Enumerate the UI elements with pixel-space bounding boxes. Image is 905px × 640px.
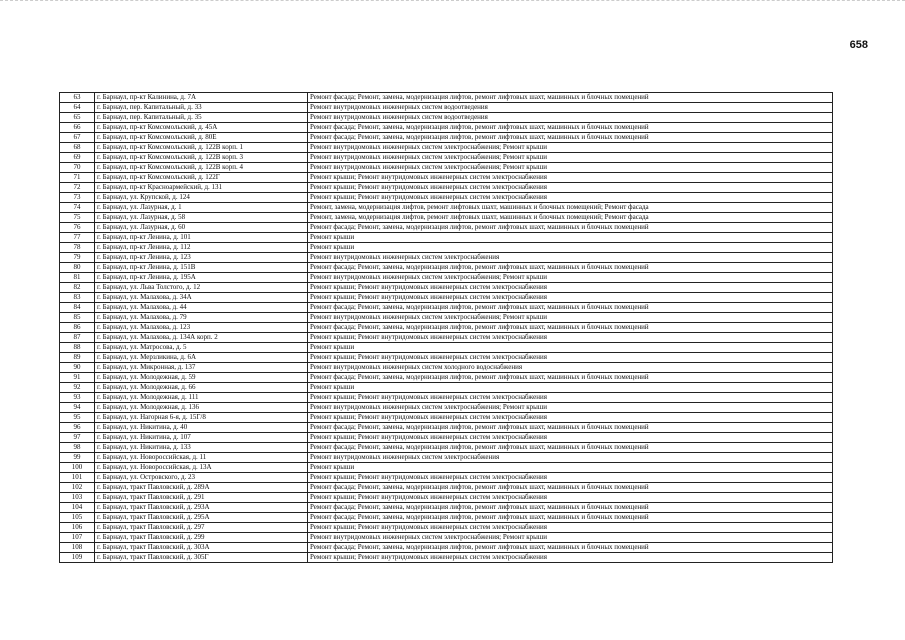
address-cell: г. Барнаул, ул. Малахова, д. 123 [95, 323, 308, 333]
repair-registry-table [59, 92, 833, 563]
address-cell: г. Барнаул, ул. Молодежная, д. 59 [95, 373, 308, 383]
table-row [60, 223, 833, 233]
row-number-cell: 101 [60, 473, 95, 483]
works-cell: Ремонт крыши; Ремонт внутридомовых инженерных систем электроснабжения [308, 473, 833, 483]
works-cell: Ремонт внутридомовых инженерных систем электроснабжения; Ремонт крыши [308, 533, 833, 543]
row-number-cell: 88 [60, 343, 95, 353]
row-number-cell: 82 [60, 283, 95, 293]
table-row [60, 393, 833, 403]
address-cell: г. Барнаул, пр-кт Ленина, д. 195А [95, 273, 308, 283]
row-number-cell: 81 [60, 273, 95, 283]
address-cell: г. Барнаул, ул. Микронная, д. 137 [95, 363, 308, 373]
row-number-cell: 86 [60, 323, 95, 333]
address-cell: г. Барнаул, ул. Малахова, д. 79 [95, 313, 308, 323]
works-cell: Ремонт внутридомовых инженерных систем электроснабжения; Ремонт крыши [308, 313, 833, 323]
row-number-cell: 94 [60, 403, 95, 413]
address-cell: г. Барнаул, ул. Новороссийская, д. 11 [95, 453, 308, 463]
works-cell: Ремонт внутридомовых инженерных систем электроснабжения; Ремонт крыши [308, 163, 833, 173]
address-cell: г. Барнаул, ул. Лазурная, д. 1 [95, 203, 308, 213]
works-cell: Ремонт фасада; Ремонт, замена, модернизация лифтов, ремонт лифтовых шахт, машинных и блочных помещений [308, 323, 833, 333]
works-cell: Ремонт крыши; Ремонт внутридомовых инженерных систем электроснабжения [308, 333, 833, 343]
row-number-cell: 75 [60, 213, 95, 223]
works-cell: Ремонт крыши; Ремонт внутридомовых инженерных систем электроснабжения [308, 283, 833, 293]
row-number-cell: 64 [60, 103, 95, 113]
row-number-cell: 98 [60, 443, 95, 453]
row-number-cell: 70 [60, 163, 95, 173]
row-number-cell: 67 [60, 133, 95, 143]
works-cell: Ремонт крыши; Ремонт внутридомовых инженерных систем электроснабжения [308, 493, 833, 503]
table-row [60, 293, 833, 303]
table-row [60, 193, 833, 203]
table-row [60, 183, 833, 193]
row-number-cell: 95 [60, 413, 95, 423]
address-cell: г. Барнаул, ул. Лазурная, д. 58 [95, 213, 308, 223]
works-cell: Ремонт крыши [308, 243, 833, 253]
address-cell: г. Барнаул, тракт Павловский, д. 297 [95, 523, 308, 533]
row-number-cell: 108 [60, 543, 95, 553]
address-cell: г. Барнаул, тракт Павловский, д. 293А [95, 503, 308, 513]
table-row [60, 133, 833, 143]
works-cell: Ремонт внутридомовых инженерных систем электроснабжения; Ремонт крыши [308, 403, 833, 413]
table-row [60, 503, 833, 513]
table-row [60, 153, 833, 163]
works-cell: Ремонт фасада; Ремонт, замена, модернизация лифтов, ремонт лифтовых шахт, машинных и блочных помещений [308, 93, 833, 103]
row-number-cell: 99 [60, 453, 95, 463]
works-cell: Ремонт, замена, модернизация лифтов, ремонт лифтовых шахт, машинных и блочных помещений; Ремонт фасада [308, 213, 833, 223]
address-cell: г. Барнаул, пер. Капитальный, д. 33 [95, 103, 308, 113]
works-cell: Ремонт крыши; Ремонт внутридомовых инженерных систем электроснабжения [308, 433, 833, 443]
row-number-cell: 102 [60, 483, 95, 493]
works-cell: Ремонт фасада; Ремонт, замена, модернизация лифтов, ремонт лифтовых шахт, машинных и блочных помещений [308, 423, 833, 433]
row-number-cell: 77 [60, 233, 95, 243]
row-number-cell: 65 [60, 113, 95, 123]
row-number-cell: 63 [60, 93, 95, 103]
row-number-cell: 74 [60, 203, 95, 213]
works-cell: Ремонт внутридомовых инженерных систем водоотведения [308, 103, 833, 113]
works-cell: Ремонт крыши; Ремонт внутридомовых инженерных систем электроснабжения [308, 553, 833, 563]
address-cell: г. Барнаул, ул. Крупской, д. 124 [95, 193, 308, 203]
table-row [60, 443, 833, 453]
works-cell: Ремонт крыши; Ремонт внутридомовых инженерных систем электроснабжения [308, 173, 833, 183]
address-cell: г. Барнаул, ул. Молодежная, д. 136 [95, 403, 308, 413]
address-cell: г. Барнаул, пр-кт Комсомольский, д. 122В корп. 4 [95, 163, 308, 173]
table-row [60, 423, 833, 433]
row-number-cell: 72 [60, 183, 95, 193]
table-row [60, 103, 833, 113]
works-cell: Ремонт фасада; Ремонт, замена, модернизация лифтов, ремонт лифтовых шахт, машинных и блочных помещений [308, 483, 833, 493]
address-cell: г. Барнаул, ул. Льва Толстого, д. 12 [95, 283, 308, 293]
table-row [60, 143, 833, 153]
table-row [60, 553, 833, 563]
table-row [60, 323, 833, 333]
row-number-cell: 89 [60, 353, 95, 363]
table-row [60, 493, 833, 503]
row-number-cell: 69 [60, 153, 95, 163]
table-row [60, 253, 833, 263]
row-number-cell: 90 [60, 363, 95, 373]
row-number-cell: 105 [60, 513, 95, 523]
table-row [60, 233, 833, 243]
row-number-cell: 109 [60, 553, 95, 563]
address-cell: г. Барнаул, ул. Новороссийская, д. 13А [95, 463, 308, 473]
address-cell: г. Барнаул, ул. Мерзликина, д. 6А [95, 353, 308, 363]
address-cell: г. Барнаул, тракт Павловский, д. 291 [95, 493, 308, 503]
table-row [60, 403, 833, 413]
page-number: 658 [849, 39, 868, 51]
works-cell: Ремонт фасада; Ремонт, замена, модернизация лифтов, ремонт лифтовых шахт, машинных и блочных помещений [308, 503, 833, 513]
row-number-cell: 79 [60, 253, 95, 263]
address-cell: г. Барнаул, ул. Островского, д. 23 [95, 473, 308, 483]
works-cell: Ремонт фасада; Ремонт, замена, модернизация лифтов, ремонт лифтовых шахт, машинных и блочных помещений [308, 223, 833, 233]
row-number-cell: 68 [60, 143, 95, 153]
address-cell: г. Барнаул, пр-кт Комсомольский, д. 45А [95, 123, 308, 133]
row-number-cell: 66 [60, 123, 95, 133]
table-row [60, 343, 833, 353]
row-number-cell: 106 [60, 523, 95, 533]
table-row [60, 363, 833, 373]
table-row [60, 463, 833, 473]
table-row [60, 93, 833, 103]
address-cell: г. Барнаул, ул. Малахова, д. 44 [95, 303, 308, 313]
row-number-cell: 93 [60, 393, 95, 403]
address-cell: г. Барнаул, пр-кт Комсомольский, д. 122Г [95, 173, 308, 183]
row-number-cell: 97 [60, 433, 95, 443]
table-row [60, 433, 833, 443]
works-cell: Ремонт фасада; Ремонт, замена, модернизация лифтов, ремонт лифтовых шахт, машинных и блочных помещений [308, 443, 833, 453]
row-number-cell: 92 [60, 383, 95, 393]
works-cell: Ремонт фасада; Ремонт, замена, модернизация лифтов, ремонт лифтовых шахт, машинных и блочных помещений [308, 123, 833, 133]
table-row [60, 283, 833, 293]
table-row [60, 523, 833, 533]
address-cell: г. Барнаул, пр-кт Ленина, д. 112 [95, 243, 308, 253]
address-cell: г. Барнаул, тракт Павловский, д. 303А [95, 543, 308, 553]
address-cell: г. Барнаул, ул. Лазурная, д. 60 [95, 223, 308, 233]
table-row [60, 543, 833, 553]
works-cell: Ремонт крыши [308, 233, 833, 243]
address-cell: г. Барнаул, пр-кт Ленина, д. 101 [95, 233, 308, 243]
address-cell: г. Барнаул, ул. Малахова, д. 134А корп. 2 [95, 333, 308, 343]
works-cell: Ремонт крыши; Ремонт внутридомовых инженерных систем электроснабжения [308, 193, 833, 203]
row-number-cell: 104 [60, 503, 95, 513]
row-number-cell: 83 [60, 293, 95, 303]
address-cell: г. Барнаул, ул. Матросова, д. 5 [95, 343, 308, 353]
row-number-cell: 100 [60, 463, 95, 473]
row-number-cell: 107 [60, 533, 95, 543]
address-cell: г. Барнаул, ул. Малахова, д. 34А [95, 293, 308, 303]
works-cell: Ремонт крыши [308, 463, 833, 473]
row-number-cell: 76 [60, 223, 95, 233]
works-cell: Ремонт фасада; Ремонт, замена, модернизация лифтов, ремонт лифтовых шахт, машинных и блочных помещений [308, 543, 833, 553]
works-cell: Ремонт фасада; Ремонт, замена, модернизация лифтов, ремонт лифтовых шахт, машинных и блочных помещений [308, 133, 833, 143]
table-row [60, 333, 833, 343]
works-cell: Ремонт крыши; Ремонт внутридомовых инженерных систем электроснабжения [308, 293, 833, 303]
address-cell: г. Барнаул, тракт Павловский, д. 305Г [95, 553, 308, 563]
address-cell: г. Барнаул, пр-кт Ленина, д. 151В [95, 263, 308, 273]
works-cell: Ремонт крыши; Ремонт внутридомовых инженерных систем электроснабжения [308, 353, 833, 363]
works-cell: Ремонт внутридомовых инженерных систем электроснабжения; Ремонт крыши [308, 153, 833, 163]
table-row [60, 413, 833, 423]
works-cell: Ремонт внутридомовых инженерных систем электроснабжения; Ремонт крыши [308, 143, 833, 153]
address-cell: г. Барнаул, пер. Капитальный, д. 35 [95, 113, 308, 123]
address-cell: г. Барнаул, пр-кт Калинина, д. 7А [95, 93, 308, 103]
table-row [60, 163, 833, 173]
row-number-cell: 91 [60, 373, 95, 383]
address-cell: г. Барнаул, тракт Павловский, д. 299 [95, 533, 308, 543]
works-cell: Ремонт внутридомовых инженерных систем электроснабжения [308, 253, 833, 263]
scan-top-edge [0, 0, 905, 4]
row-number-cell: 87 [60, 333, 95, 343]
table-row [60, 513, 833, 523]
works-cell: Ремонт внутридомовых инженерных систем водоотведения [308, 113, 833, 123]
address-cell: г. Барнаул, пр-кт Красноармейский, д. 131 [95, 183, 308, 193]
works-cell: Ремонт фасада; Ремонт, замена, модернизация лифтов, ремонт лифтовых шахт, машинных и блочных помещений [308, 513, 833, 523]
works-cell: Ремонт внутридомовых инженерных систем электроснабжения; Ремонт крыши [308, 273, 833, 283]
table-row [60, 243, 833, 253]
works-cell: Ремонт крыши [308, 343, 833, 353]
works-cell: Ремонт крыши; Ремонт внутридомовых инженерных систем электроснабжения [308, 523, 833, 533]
works-cell: Ремонт внутридомовых инженерных систем холодного водоснабжения [308, 363, 833, 373]
table-row [60, 213, 833, 223]
address-cell: г. Барнаул, пр-кт Комсомольский, д. 80Е [95, 133, 308, 143]
address-cell: г. Барнаул, пр-кт Комсомольский, д. 122В корп. 1 [95, 143, 308, 153]
table-row [60, 383, 833, 393]
address-cell: г. Барнаул, тракт Павловский, д. 289А [95, 483, 308, 493]
table-row [60, 263, 833, 273]
works-cell: Ремонт крыши; Ремонт внутридомовых инженерных систем электроснабжения [308, 393, 833, 403]
table-row [60, 533, 833, 543]
address-cell: г. Барнаул, пр-кт Комсомольский, д. 122В корп. 3 [95, 153, 308, 163]
works-cell: Ремонт фасада; Ремонт, замена, модернизация лифтов, ремонт лифтовых шахт, машинных и блочных помещений [308, 373, 833, 383]
table-row [60, 173, 833, 183]
address-cell: г. Барнаул, пр-кт Ленина, д. 123 [95, 253, 308, 263]
table-row [60, 203, 833, 213]
table-row [60, 473, 833, 483]
row-number-cell: 78 [60, 243, 95, 253]
address-cell: г. Барнаул, ул. Молодежная, д. 66 [95, 383, 308, 393]
works-cell: Ремонт, замена, модернизация лифтов, ремонт лифтовых шахт, машинных и блочных помещений; Ремонт фасада [308, 203, 833, 213]
row-number-cell: 80 [60, 263, 95, 273]
row-number-cell: 73 [60, 193, 95, 203]
table-row [60, 353, 833, 363]
address-cell: г. Барнаул, ул. Молодежная, д. 111 [95, 393, 308, 403]
row-number-cell: 85 [60, 313, 95, 323]
row-number-cell: 96 [60, 423, 95, 433]
address-cell: г. Барнаул, ул. Никитина, д. 40 [95, 423, 308, 433]
works-cell: Ремонт крыши; Ремонт внутридомовых инженерных систем электроснабжения [308, 183, 833, 193]
row-number-cell: 103 [60, 493, 95, 503]
row-number-cell: 71 [60, 173, 95, 183]
row-number-cell: 84 [60, 303, 95, 313]
table-row [60, 113, 833, 123]
address-cell: г. Барнаул, ул. Никитина, д. 133 [95, 443, 308, 453]
table-row [60, 313, 833, 323]
works-cell: Ремонт крыши [308, 383, 833, 393]
table-row [60, 453, 833, 463]
table-row [60, 273, 833, 283]
registry-table-body [60, 93, 833, 563]
table-row [60, 303, 833, 313]
table-row [60, 123, 833, 133]
address-cell: г. Барнаул, ул. Никитина, д. 107 [95, 433, 308, 443]
address-cell: г. Барнаул, тракт Павловский, д. 295А [95, 513, 308, 523]
table-row [60, 373, 833, 383]
works-cell: Ремонт фасада; Ремонт, замена, модернизация лифтов, ремонт лифтовых шахт, машинных и блочных помещений [308, 303, 833, 313]
works-cell: Ремонт фасада; Ремонт, замена, модернизация лифтов, ремонт лифтовых шахт, машинных и блочных помещений [308, 263, 833, 273]
address-cell: г. Барнаул, ул. Нагорная 6-я, д. 15Г/8 [95, 413, 308, 423]
works-cell: Ремонт крыши; Ремонт внутридомовых инженерных систем электроснабжения [308, 413, 833, 423]
table-row [60, 483, 833, 493]
works-cell: Ремонт внутридомовых инженерных систем электроснабжения [308, 453, 833, 463]
